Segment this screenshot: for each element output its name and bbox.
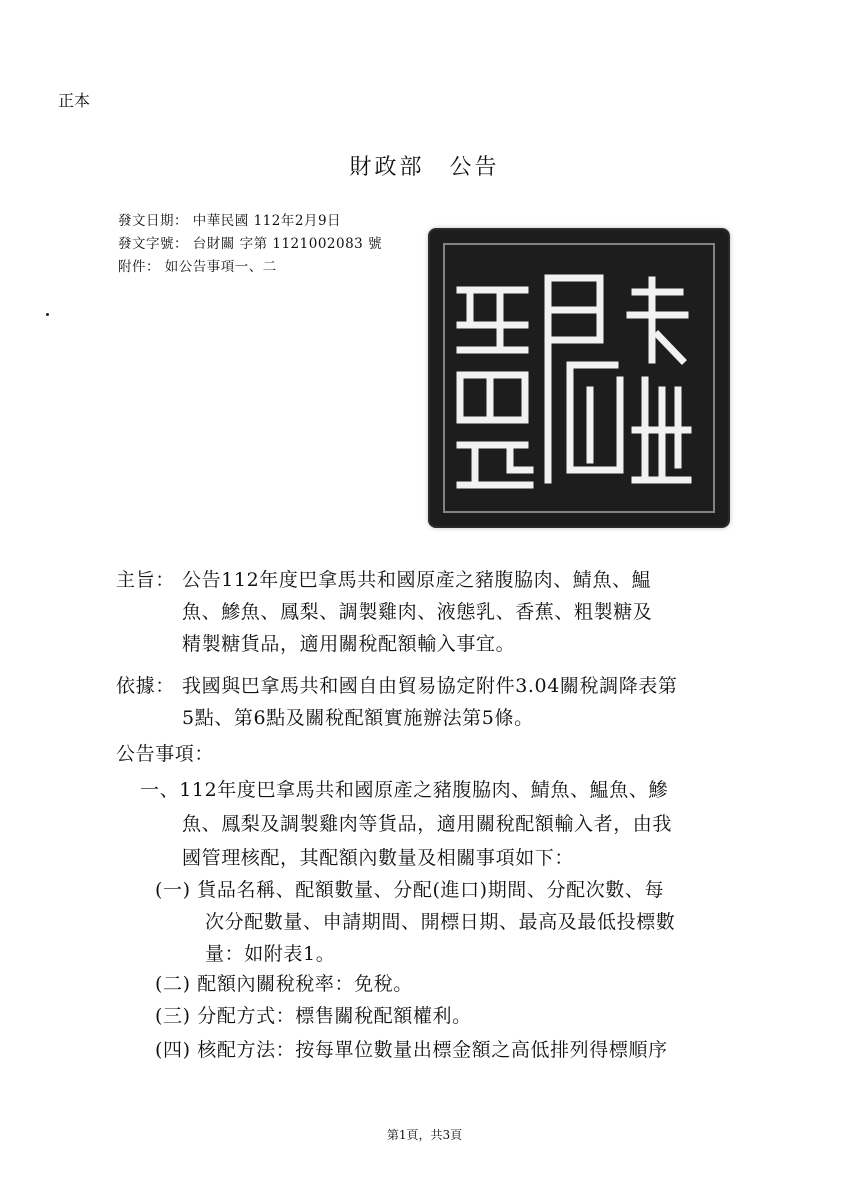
seal-glyphs (430, 230, 728, 526)
sub-item-2: (二) 配額內關稅稅率：免稅。 (155, 973, 413, 995)
speck (46, 313, 49, 316)
attachment-note: 附件： 如公告事項一、二 (118, 259, 277, 275)
document-number: 發文字號： 台財關 字第 1121002083 號 (118, 236, 383, 252)
sub-item-1-line-2: 次分配數量、申請期間、開標日期、最高及最低投標數 (205, 911, 676, 933)
issue-date: 發文日期： 中華民國 112年2月9日 (118, 213, 342, 229)
subject-line-2: 魚、鰺魚、鳳梨、調製雞肉、液態乳、香蕉、粗製糖及 (182, 601, 653, 623)
copy-mark: 正本 (58, 91, 91, 110)
item-1-line-2: 魚、鳳梨及調製雞肉等貨品，適用關稅配額輸入者，由我 (182, 813, 673, 835)
item-1-line-3: 國管理核配，其配額內數量及相關事項如下： (182, 847, 575, 869)
sub-item-1-line-3: 量：如附表1。 (205, 943, 336, 965)
subject-line-1: 公告112年度巴拿馬共和國原產之豬腹脇肉、鯖魚、鰛 (182, 569, 652, 591)
document-title: 財政部 公告 (349, 155, 500, 180)
subject-label: 主旨： (116, 569, 175, 591)
page-number: 第1頁，共3頁 (386, 1128, 463, 1142)
basis-line-1: 我國與巴拿馬共和國自由貿易協定附件3.04關稅調降表第 (182, 675, 678, 697)
basis-label: 依據： (116, 675, 175, 697)
sub-item-4: (四) 核配方法：按每單位數量出標金額之高低排列得標順序 (155, 1039, 668, 1061)
subject-line-3: 精製糖貨品，適用關稅配額輸入事宜。 (182, 633, 516, 655)
basis-line-2: 5點、第6點及關稅配額實施辦法第5條。 (182, 707, 534, 729)
item-1-line-1: 一、112年度巴拿馬共和國原產之豬腹脇肉、鯖魚、鰛魚、鰺 (140, 779, 669, 801)
sub-item-3: (三) 分配方式：標售關稅配額權利。 (155, 1005, 472, 1027)
official-seal-icon (430, 230, 728, 526)
notice-items-label: 公告事項： (116, 743, 215, 765)
sub-item-1-line-1: (一) 貨品名稱、配額數量、分配(進口)期間、分配次數、每 (155, 879, 665, 901)
